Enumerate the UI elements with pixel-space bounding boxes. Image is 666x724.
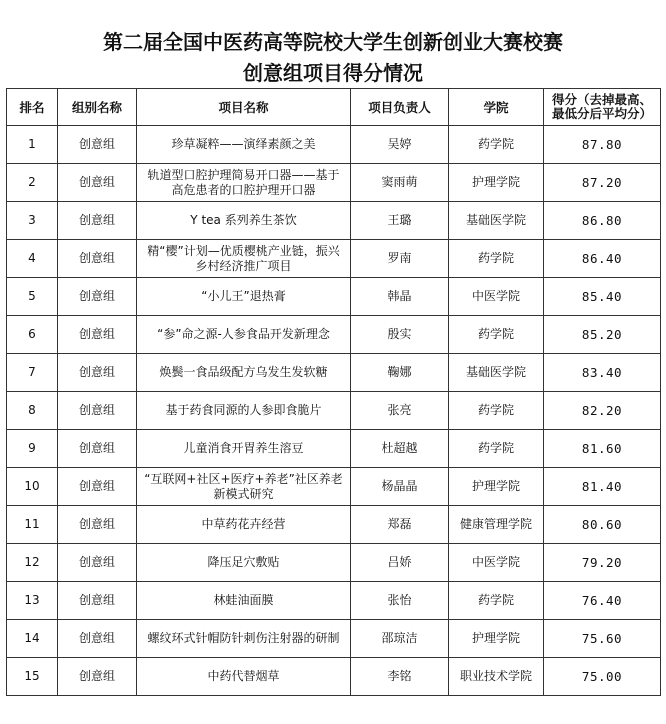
- cell-project: “互联网+社区+医疗+养老”社区养老新模式研究: [137, 468, 351, 506]
- table-row: [7, 240, 661, 278]
- cell-score: 82.20: [544, 392, 661, 430]
- cell-rank: 11: [7, 506, 58, 544]
- cell-score: 86.80: [544, 202, 661, 240]
- cell-group: 创意组: [58, 468, 137, 506]
- header-group: 组别名称: [58, 89, 137, 126]
- cell-group: 创意组: [58, 202, 137, 240]
- cell-project: 轨道型口腔护理简易开口器——基于高危患者的口腔护理开口器: [137, 164, 351, 202]
- cell-project: 儿童消食开胃养生溶豆: [137, 430, 351, 468]
- cell-score: 86.40: [544, 240, 661, 278]
- cell-leader: 韩晶: [351, 278, 449, 316]
- header-project: 项目名称: [137, 89, 351, 126]
- table-row: [7, 316, 661, 354]
- cell-rank: 12: [7, 544, 58, 582]
- table-row: [7, 620, 661, 658]
- table-row: [7, 278, 661, 316]
- cell-group: 创意组: [58, 278, 137, 316]
- cell-leader: 杜超越: [351, 430, 449, 468]
- cell-rank: 3: [7, 202, 58, 240]
- cell-rank: 4: [7, 240, 58, 278]
- cell-score: 81.60: [544, 430, 661, 468]
- header-leader: 项目负责人: [351, 89, 449, 126]
- cell-project: 降压足穴敷贴: [137, 544, 351, 582]
- cell-leader: 鞠娜: [351, 354, 449, 392]
- cell-score: 79.20: [544, 544, 661, 582]
- cell-project: 中药代替烟草: [137, 658, 351, 696]
- page-subtitle: 创意组项目得分情况: [243, 61, 423, 85]
- cell-college: 药学院: [449, 240, 544, 278]
- cell-college: 健康管理学院: [449, 506, 544, 544]
- cell-group: 创意组: [58, 544, 137, 582]
- cell-rank: 1: [7, 126, 58, 164]
- cell-leader: 李铭: [351, 658, 449, 696]
- cell-project: 中草药花卉经营: [137, 506, 351, 544]
- cell-leader: 邵琼洁: [351, 620, 449, 658]
- cell-score: 81.40: [544, 468, 661, 506]
- cell-group: 创意组: [58, 620, 137, 658]
- cell-college: 职业技术学院: [449, 658, 544, 696]
- cell-group: 创意组: [58, 582, 137, 620]
- cell-college: 护理学院: [449, 164, 544, 202]
- cell-project: 螺纹环式针帽防针刺伤注射器的研制: [137, 620, 351, 658]
- cell-rank: 13: [7, 582, 58, 620]
- table-row: [7, 164, 661, 202]
- cell-rank: 9: [7, 430, 58, 468]
- cell-score: 75.60: [544, 620, 661, 658]
- cell-leader: 张怡: [351, 582, 449, 620]
- cell-score: 85.40: [544, 278, 661, 316]
- cell-leader: 王璐: [351, 202, 449, 240]
- cell-leader: 窦雨萌: [351, 164, 449, 202]
- cell-rank: 7: [7, 354, 58, 392]
- cell-rank: 15: [7, 658, 58, 696]
- cell-group: 创意组: [58, 164, 137, 202]
- cell-score: 87.80: [544, 126, 661, 164]
- table-body: [7, 126, 661, 696]
- cell-score: 80.60: [544, 506, 661, 544]
- table-row: [7, 582, 661, 620]
- cell-college: 药学院: [449, 126, 544, 164]
- header-score: 得分（去掉最高、最低分后平均分）: [544, 89, 661, 126]
- cell-college: 基础医学院: [449, 354, 544, 392]
- cell-rank: 14: [7, 620, 58, 658]
- cell-project: 基于药食同源的人参即食脆片: [137, 392, 351, 430]
- cell-group: 创意组: [58, 392, 137, 430]
- cell-group: 创意组: [58, 430, 137, 468]
- cell-project: 林蛙油面膜: [137, 582, 351, 620]
- cell-college: 中医学院: [449, 544, 544, 582]
- cell-project: “参”命之源-人参食品开发新理念: [137, 316, 351, 354]
- cell-group: 创意组: [58, 240, 137, 278]
- table-row: [7, 354, 661, 392]
- cell-college: 药学院: [449, 582, 544, 620]
- cell-score: 87.20: [544, 164, 661, 202]
- cell-score: 76.40: [544, 582, 661, 620]
- cell-project: 精“樱”计划—优质樱桃产业链，振兴乡村经济推广项目: [137, 240, 351, 278]
- cell-leader: 杨晶晶: [351, 468, 449, 506]
- cell-group: 创意组: [58, 126, 137, 164]
- cell-leader: 殷实: [351, 316, 449, 354]
- cell-leader: 吕娇: [351, 544, 449, 582]
- cell-college: 护理学院: [449, 468, 544, 506]
- table-row: [7, 430, 661, 468]
- cell-group: 创意组: [58, 354, 137, 392]
- table-row: [7, 202, 661, 240]
- cell-college: 药学院: [449, 430, 544, 468]
- score-table: [6, 88, 661, 696]
- cell-leader: 郑磊: [351, 506, 449, 544]
- table-row: [7, 468, 661, 506]
- table-row: [7, 506, 661, 544]
- cell-rank: 10: [7, 468, 58, 506]
- cell-score: 85.20: [544, 316, 661, 354]
- table-row: [7, 392, 661, 430]
- cell-score: 75.00: [544, 658, 661, 696]
- table-row: [7, 658, 661, 696]
- cell-college: 药学院: [449, 392, 544, 430]
- page-title: 第二届全国中医药高等院校大学生创新创业大赛校赛: [103, 30, 563, 54]
- cell-group: 创意组: [58, 658, 137, 696]
- cell-college: 药学院: [449, 316, 544, 354]
- cell-group: 创意组: [58, 316, 137, 354]
- cell-rank: 6: [7, 316, 58, 354]
- header-rank: 排名: [7, 89, 58, 126]
- cell-project: 焕鬓一食品级配方乌发生发软糖: [137, 354, 351, 392]
- cell-score: 83.40: [544, 354, 661, 392]
- cell-leader: 张亮: [351, 392, 449, 430]
- table-row: [7, 126, 661, 164]
- cell-college: 护理学院: [449, 620, 544, 658]
- table-row: [7, 544, 661, 582]
- table-header-row: [7, 89, 661, 126]
- cell-project: “小儿王”退热膏: [137, 278, 351, 316]
- header-college: 学院: [449, 89, 544, 126]
- cell-college: 中医学院: [449, 278, 544, 316]
- cell-leader: 吴婷: [351, 126, 449, 164]
- cell-rank: 5: [7, 278, 58, 316]
- cell-leader: 罗南: [351, 240, 449, 278]
- cell-college: 基础医学院: [449, 202, 544, 240]
- cell-rank: 2: [7, 164, 58, 202]
- cell-project: Y tea 系列养生茶饮: [137, 202, 351, 240]
- cell-group: 创意组: [58, 506, 137, 544]
- cell-rank: 8: [7, 392, 58, 430]
- cell-project: 珍草凝粹——演绎素颜之美: [137, 126, 351, 164]
